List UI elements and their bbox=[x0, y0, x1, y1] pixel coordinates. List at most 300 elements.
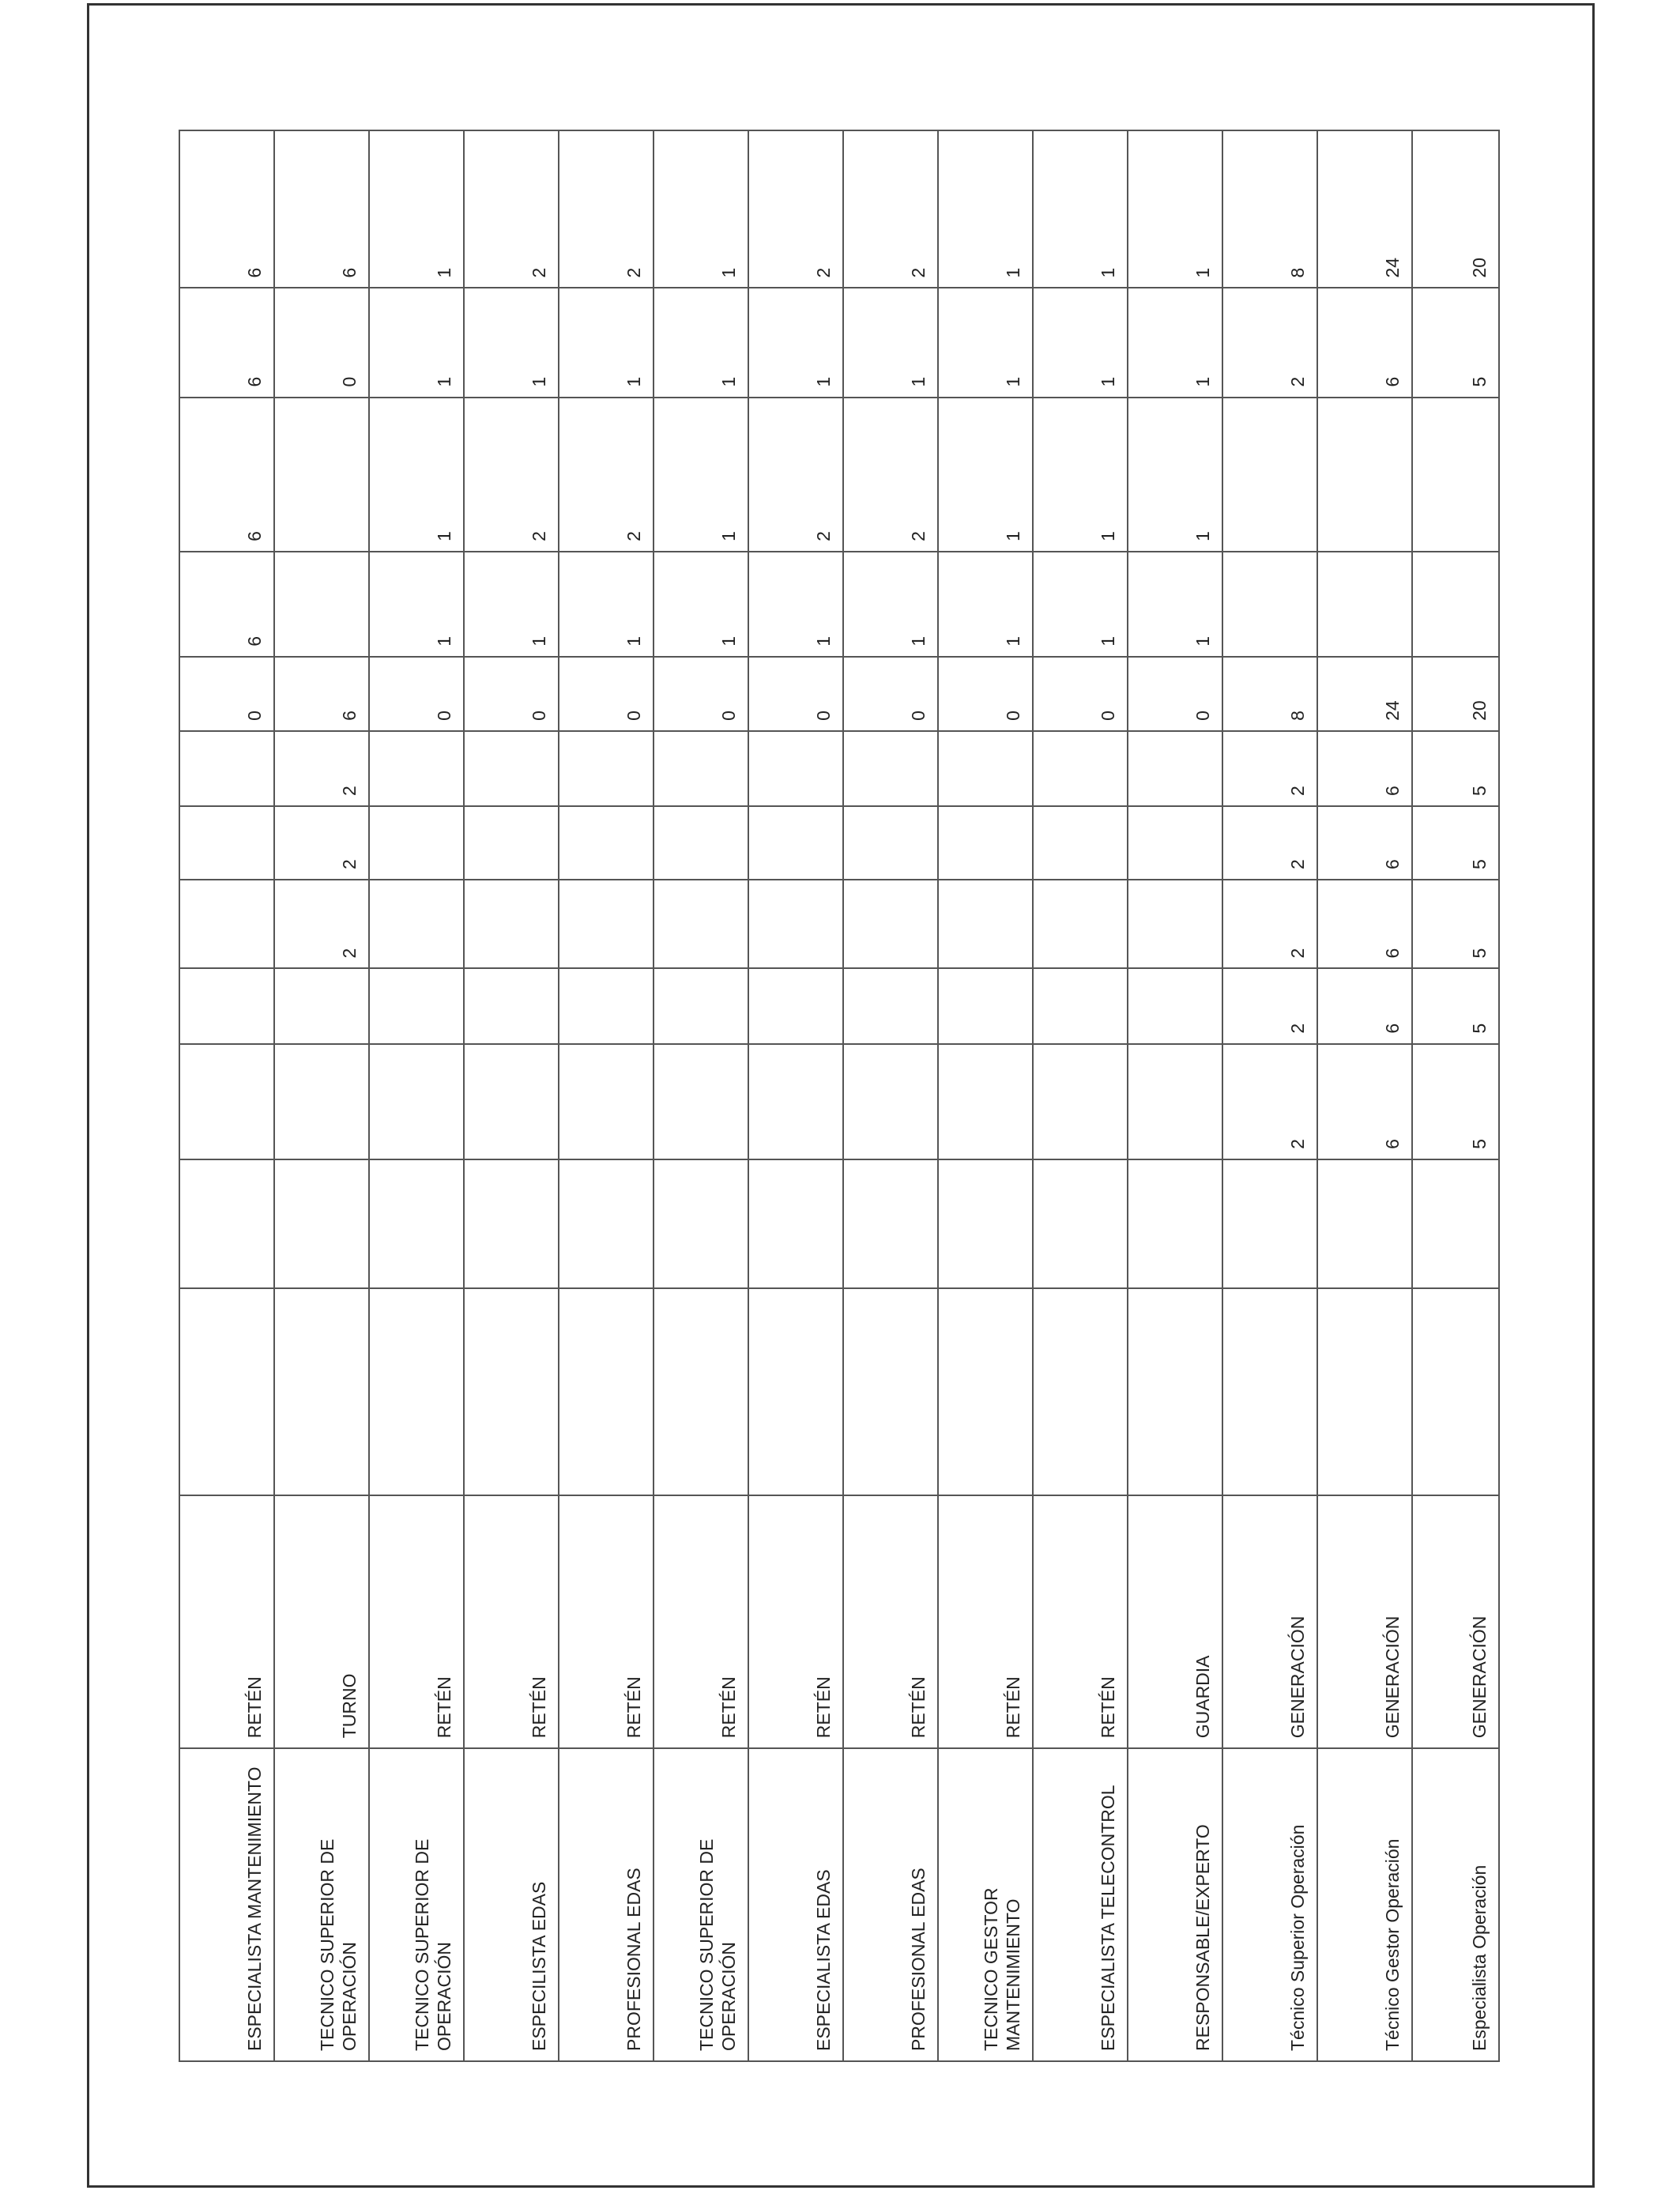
value-cell bbox=[843, 657, 938, 731]
cell-text bbox=[740, 807, 748, 869]
value-cell bbox=[654, 657, 748, 731]
value-cell bbox=[938, 657, 1033, 731]
cell-text: 5 bbox=[1469, 786, 1490, 796]
value-cell bbox=[369, 398, 464, 552]
value-cell bbox=[1033, 288, 1128, 398]
cell-text bbox=[1119, 880, 1127, 958]
cell-text: PROFESIONAL EDAS bbox=[623, 1868, 644, 2051]
cell-text bbox=[1024, 970, 1032, 1034]
type-cell bbox=[179, 1495, 274, 1748]
cell-text bbox=[550, 1289, 558, 1485]
cell-text bbox=[550, 1045, 558, 1149]
cell-text bbox=[645, 1289, 653, 1485]
cell-text bbox=[1119, 807, 1127, 869]
value-cell bbox=[1412, 130, 1499, 288]
cell-text bbox=[1309, 552, 1317, 647]
value-cell bbox=[179, 1044, 274, 1159]
cell-text: 6 bbox=[1382, 1023, 1403, 1034]
value-cell bbox=[559, 806, 654, 880]
value-cell bbox=[1412, 288, 1499, 398]
cell-text: TECNICO SUPERIOR DE OPERACIÓN bbox=[317, 1838, 360, 2051]
role-cell bbox=[1033, 1748, 1128, 2061]
cell-text bbox=[1024, 807, 1032, 869]
cell-text bbox=[455, 970, 463, 1034]
value-cell bbox=[179, 806, 274, 880]
cell-text bbox=[645, 1160, 653, 1279]
cell-text: 20 bbox=[1469, 257, 1490, 278]
cell-text bbox=[834, 807, 842, 869]
type-cell bbox=[559, 1495, 654, 1748]
value-cell bbox=[464, 398, 559, 552]
value-cell bbox=[179, 969, 274, 1044]
cell-text bbox=[550, 880, 558, 958]
cell-text: 2 bbox=[908, 531, 929, 541]
value-cell bbox=[938, 398, 1033, 552]
cell-text: 1 bbox=[718, 636, 739, 647]
value-cell bbox=[1317, 130, 1412, 288]
value-cell bbox=[179, 1288, 274, 1495]
cell-text: 6 bbox=[339, 711, 360, 721]
value-cell bbox=[748, 1159, 843, 1289]
type-cell bbox=[938, 1495, 1033, 1748]
table-row bbox=[748, 130, 843, 2061]
table-row bbox=[559, 130, 654, 2061]
cell-text: 1 bbox=[434, 267, 454, 278]
table-row bbox=[1412, 130, 1499, 2061]
value-cell bbox=[274, 1288, 369, 1495]
value-cell bbox=[1317, 398, 1412, 552]
value-cell bbox=[1033, 969, 1128, 1044]
cell-text: 6 bbox=[339, 267, 360, 278]
cell-text: RETÉN bbox=[718, 1676, 739, 1739]
cell-text: ESPECIALISTA EDAS bbox=[813, 1869, 834, 2051]
cell-text: GENERACIÓN bbox=[1287, 1615, 1308, 1739]
cell-text bbox=[1214, 1045, 1222, 1149]
value-cell bbox=[179, 130, 274, 288]
cell-text bbox=[1214, 970, 1222, 1034]
value-cell bbox=[654, 806, 748, 880]
cell-text bbox=[455, 1045, 463, 1149]
cell-text: RETÉN bbox=[244, 1676, 265, 1739]
value-cell bbox=[179, 880, 274, 968]
value-cell bbox=[369, 1288, 464, 1495]
cell-text: 1 bbox=[908, 636, 929, 647]
cell-text bbox=[929, 970, 937, 1034]
cell-text bbox=[740, 970, 748, 1034]
value-cell bbox=[1317, 288, 1412, 398]
value-cell bbox=[1222, 288, 1317, 398]
role-cell bbox=[1317, 1748, 1412, 2061]
cell-text bbox=[1309, 398, 1317, 541]
cell-text bbox=[1119, 970, 1127, 1034]
value-cell bbox=[748, 1044, 843, 1159]
value-cell bbox=[1317, 552, 1412, 657]
cell-text: GENERACIÓN bbox=[1469, 1615, 1490, 1739]
value-cell bbox=[1222, 1044, 1317, 1159]
cell-text bbox=[360, 552, 368, 647]
cell-text: 2 bbox=[623, 531, 644, 541]
value-cell bbox=[369, 657, 464, 731]
value-cell bbox=[1412, 969, 1499, 1044]
value-cell bbox=[654, 288, 748, 398]
cell-text: 0 bbox=[244, 711, 265, 721]
value-cell bbox=[938, 1159, 1033, 1289]
value-cell bbox=[1033, 1044, 1128, 1159]
cell-text bbox=[455, 1160, 463, 1279]
value-cell bbox=[274, 880, 369, 968]
table-row bbox=[843, 130, 938, 2061]
value-cell bbox=[559, 1044, 654, 1159]
cell-text: 0 bbox=[908, 711, 929, 721]
cell-text: TECNICO SUPERIOR DE OPERACIÓN bbox=[696, 1838, 739, 2051]
value-cell bbox=[748, 657, 843, 731]
value-cell bbox=[654, 969, 748, 1044]
value-cell bbox=[559, 1288, 654, 1495]
value-cell bbox=[559, 880, 654, 968]
cell-text: 1 bbox=[623, 636, 644, 647]
value-cell bbox=[369, 130, 464, 288]
value-cell bbox=[938, 806, 1033, 880]
value-cell bbox=[559, 1159, 654, 1289]
value-cell bbox=[559, 969, 654, 1044]
cell-text: PROFESIONAL EDAS bbox=[908, 1868, 929, 2051]
value-cell bbox=[654, 1159, 748, 1289]
type-cell bbox=[1412, 1495, 1499, 1748]
value-cell bbox=[274, 1159, 369, 1289]
value-cell bbox=[748, 288, 843, 398]
cell-text: 2 bbox=[339, 948, 360, 959]
value-cell bbox=[274, 552, 369, 657]
cell-text bbox=[266, 880, 273, 958]
cell-text: 2 bbox=[908, 267, 929, 278]
cell-text: 6 bbox=[244, 376, 265, 387]
value-cell bbox=[464, 288, 559, 398]
cell-text bbox=[550, 970, 558, 1034]
cell-text bbox=[740, 880, 748, 958]
role-cell bbox=[369, 1748, 464, 2061]
value-cell bbox=[274, 806, 369, 880]
role-cell bbox=[1128, 1748, 1222, 2061]
cell-text: 24 bbox=[1382, 257, 1403, 278]
value-cell bbox=[1317, 969, 1412, 1044]
table-row bbox=[179, 130, 274, 2061]
cell-text: GUARDIA bbox=[1192, 1655, 1213, 1739]
cell-text: TECNICO SUPERIOR DE OPERACIÓN bbox=[412, 1838, 454, 2051]
cell-text bbox=[1024, 732, 1032, 796]
cell-text bbox=[834, 1045, 842, 1149]
value-cell bbox=[1128, 288, 1222, 398]
value-cell bbox=[1128, 806, 1222, 880]
value-cell bbox=[654, 130, 748, 288]
cell-text: 1 bbox=[434, 636, 454, 647]
cell-text: 2 bbox=[339, 786, 360, 796]
cell-text: 5 bbox=[1469, 948, 1490, 959]
value-cell bbox=[1033, 1288, 1128, 1495]
role-cell bbox=[938, 1748, 1033, 2061]
cell-text bbox=[266, 1045, 273, 1149]
role-cell bbox=[748, 1748, 843, 2061]
value-cell bbox=[843, 288, 938, 398]
cell-text bbox=[834, 970, 842, 1034]
value-cell bbox=[1222, 880, 1317, 968]
cell-text bbox=[1119, 1160, 1127, 1279]
value-cell bbox=[1222, 130, 1317, 288]
cell-text: 2 bbox=[1287, 859, 1308, 870]
value-cell bbox=[464, 1159, 559, 1289]
cell-text bbox=[929, 1160, 937, 1279]
cell-text: 1 bbox=[813, 636, 834, 647]
cell-text: 1 bbox=[529, 636, 549, 647]
value-cell bbox=[938, 880, 1033, 968]
cell-text: TURNO bbox=[339, 1673, 360, 1739]
value-cell bbox=[369, 880, 464, 968]
cell-text: 1 bbox=[908, 376, 929, 387]
value-cell bbox=[559, 398, 654, 552]
value-cell bbox=[748, 130, 843, 288]
value-cell bbox=[843, 398, 938, 552]
cell-text bbox=[1024, 880, 1032, 958]
cell-text bbox=[455, 1289, 463, 1485]
type-cell bbox=[1317, 1495, 1412, 1748]
value-cell bbox=[938, 1288, 1033, 1495]
cell-text bbox=[1214, 1289, 1222, 1485]
table-row bbox=[938, 130, 1033, 2061]
value-cell bbox=[274, 1044, 369, 1159]
value-cell bbox=[1317, 1288, 1412, 1495]
cell-text bbox=[455, 880, 463, 958]
value-cell bbox=[464, 1288, 559, 1495]
value-cell bbox=[1033, 806, 1128, 880]
value-cell bbox=[559, 130, 654, 288]
cell-text: Técnico Superior Operación bbox=[1287, 1824, 1308, 2051]
value-cell bbox=[1222, 398, 1317, 552]
cell-text: 5 bbox=[1469, 859, 1490, 870]
role-cell bbox=[843, 1748, 938, 2061]
cell-text: RETÉN bbox=[1098, 1676, 1118, 1739]
value-cell bbox=[1412, 552, 1499, 657]
cell-text bbox=[834, 880, 842, 958]
cell-text: 6 bbox=[1382, 376, 1403, 387]
value-cell bbox=[1128, 1288, 1222, 1495]
value-cell bbox=[843, 731, 938, 806]
value-cell bbox=[179, 1159, 274, 1289]
cell-text bbox=[1214, 880, 1222, 958]
value-cell bbox=[1222, 657, 1317, 731]
cell-text bbox=[1119, 732, 1127, 796]
cell-text: 1 bbox=[1098, 531, 1118, 541]
cell-text: 0 bbox=[623, 711, 644, 721]
cell-text: ESPECIALISTA MANTENIMIENTO bbox=[244, 1766, 265, 2051]
value-cell bbox=[654, 398, 748, 552]
value-cell bbox=[938, 130, 1033, 288]
cell-text bbox=[550, 732, 558, 796]
role-cell bbox=[179, 1748, 274, 2061]
value-cell bbox=[274, 130, 369, 288]
value-cell bbox=[1033, 130, 1128, 288]
value-cell bbox=[179, 552, 274, 657]
cell-text: 1 bbox=[1098, 267, 1118, 278]
value-cell bbox=[274, 657, 369, 731]
cell-text: 1 bbox=[1003, 267, 1023, 278]
cell-text: 0 bbox=[1003, 711, 1023, 721]
cell-text: 1 bbox=[813, 376, 834, 387]
value-cell bbox=[1317, 806, 1412, 880]
cell-text bbox=[360, 398, 368, 541]
value-cell bbox=[179, 731, 274, 806]
value-cell bbox=[1222, 1288, 1317, 1495]
cell-text: 1 bbox=[434, 531, 454, 541]
value-cell bbox=[369, 731, 464, 806]
cell-text: 1 bbox=[1098, 376, 1118, 387]
staffing-table bbox=[179, 130, 1500, 2062]
table-row bbox=[1128, 130, 1222, 2061]
value-cell bbox=[1128, 130, 1222, 288]
value-cell bbox=[748, 1288, 843, 1495]
value-cell bbox=[369, 552, 464, 657]
cell-text bbox=[455, 807, 463, 869]
value-cell bbox=[843, 130, 938, 288]
cell-text: 8 bbox=[1287, 267, 1308, 278]
cell-text bbox=[1403, 398, 1411, 541]
cell-text bbox=[455, 732, 463, 796]
cell-text bbox=[1214, 1160, 1222, 1279]
cell-text: 6 bbox=[244, 531, 265, 541]
cell-text: TECNICO GESTOR MANTENIMIENTO bbox=[981, 1887, 1023, 2051]
value-cell bbox=[843, 1044, 938, 1159]
cell-text bbox=[929, 732, 937, 796]
type-cell bbox=[1222, 1495, 1317, 1748]
value-cell bbox=[748, 731, 843, 806]
value-cell bbox=[1317, 1159, 1412, 1289]
cell-text bbox=[1403, 552, 1411, 647]
value-cell bbox=[464, 731, 559, 806]
value-cell bbox=[1033, 552, 1128, 657]
cell-text bbox=[1309, 1289, 1317, 1485]
value-cell bbox=[843, 969, 938, 1044]
value-cell bbox=[1033, 657, 1128, 731]
cell-text bbox=[266, 807, 273, 869]
cell-text bbox=[1490, 552, 1498, 647]
type-cell bbox=[369, 1495, 464, 1748]
cell-text: 0 bbox=[1098, 711, 1118, 721]
value-cell bbox=[748, 552, 843, 657]
value-cell bbox=[1033, 1159, 1128, 1289]
value-cell bbox=[1033, 731, 1128, 806]
cell-text bbox=[266, 1289, 273, 1485]
cell-text: 6 bbox=[244, 267, 265, 278]
cell-text: RESPONSABLE/EXPERTO bbox=[1192, 1824, 1213, 2051]
cell-text bbox=[834, 1289, 842, 1485]
cell-text bbox=[360, 970, 368, 1034]
cell-text: 1 bbox=[529, 376, 549, 387]
value-cell bbox=[1317, 1044, 1412, 1159]
cell-text: ESPECILISTA EDAS bbox=[529, 1881, 549, 2051]
value-cell bbox=[464, 969, 559, 1044]
cell-text: 1 bbox=[1192, 636, 1213, 647]
value-cell bbox=[1412, 657, 1499, 731]
cell-text: 5 bbox=[1469, 1139, 1490, 1149]
cell-text: 1 bbox=[718, 531, 739, 541]
cell-text: 2 bbox=[1287, 376, 1308, 387]
value-cell bbox=[1128, 731, 1222, 806]
value-cell bbox=[464, 130, 559, 288]
cell-text: 2 bbox=[1287, 786, 1308, 796]
value-cell bbox=[1128, 657, 1222, 731]
cell-text bbox=[266, 970, 273, 1034]
cell-text: 2 bbox=[529, 267, 549, 278]
cell-text: 24 bbox=[1382, 700, 1403, 721]
value-cell bbox=[274, 288, 369, 398]
value-cell bbox=[843, 1159, 938, 1289]
cell-text: 0 bbox=[434, 711, 454, 721]
cell-text bbox=[834, 732, 842, 796]
value-cell bbox=[938, 288, 1033, 398]
cell-text: 0 bbox=[813, 711, 834, 721]
role-cell bbox=[1412, 1748, 1499, 2061]
cell-text bbox=[740, 1160, 748, 1279]
table-row bbox=[369, 130, 464, 2061]
value-cell bbox=[654, 731, 748, 806]
value-cell bbox=[274, 398, 369, 552]
value-cell bbox=[1412, 398, 1499, 552]
value-cell bbox=[1412, 731, 1499, 806]
cell-text: RETÉN bbox=[623, 1676, 644, 1739]
cell-text: 2 bbox=[813, 531, 834, 541]
table-row bbox=[1033, 130, 1128, 2061]
cell-text: 1 bbox=[1192, 267, 1213, 278]
value-cell bbox=[1128, 398, 1222, 552]
cell-text bbox=[1024, 1045, 1032, 1149]
cell-text bbox=[1214, 807, 1222, 869]
cell-text: 0 bbox=[1192, 711, 1213, 721]
cell-text bbox=[266, 1160, 273, 1279]
value-cell bbox=[1222, 969, 1317, 1044]
cell-text bbox=[266, 732, 273, 796]
cell-text bbox=[929, 1289, 937, 1485]
cell-text: 5 bbox=[1469, 1023, 1490, 1034]
value-cell bbox=[369, 969, 464, 1044]
cell-text bbox=[834, 1160, 842, 1279]
cell-text bbox=[929, 880, 937, 958]
cell-text bbox=[1024, 1160, 1032, 1279]
value-cell bbox=[843, 806, 938, 880]
value-cell bbox=[1412, 806, 1499, 880]
cell-text: 0 bbox=[529, 711, 549, 721]
cell-text: 1 bbox=[1098, 636, 1118, 647]
cell-text: 8 bbox=[1287, 711, 1308, 721]
cell-text: 1 bbox=[434, 376, 454, 387]
cell-text: 2 bbox=[529, 531, 549, 541]
value-cell bbox=[369, 1159, 464, 1289]
value-cell bbox=[369, 1044, 464, 1159]
cell-text bbox=[1024, 1289, 1032, 1485]
cell-text bbox=[550, 1160, 558, 1279]
table-row bbox=[1222, 130, 1317, 2061]
cell-text: 20 bbox=[1469, 700, 1490, 721]
cell-text: 1 bbox=[1192, 376, 1213, 387]
value-cell bbox=[179, 288, 274, 398]
value-cell bbox=[843, 1288, 938, 1495]
cell-text: 2 bbox=[623, 267, 644, 278]
role-cell bbox=[464, 1748, 559, 2061]
value-cell bbox=[464, 880, 559, 968]
value-cell bbox=[1222, 552, 1317, 657]
value-cell bbox=[559, 731, 654, 806]
value-cell bbox=[274, 731, 369, 806]
value-cell bbox=[1128, 1044, 1222, 1159]
value-cell bbox=[654, 552, 748, 657]
type-cell bbox=[1128, 1495, 1222, 1748]
